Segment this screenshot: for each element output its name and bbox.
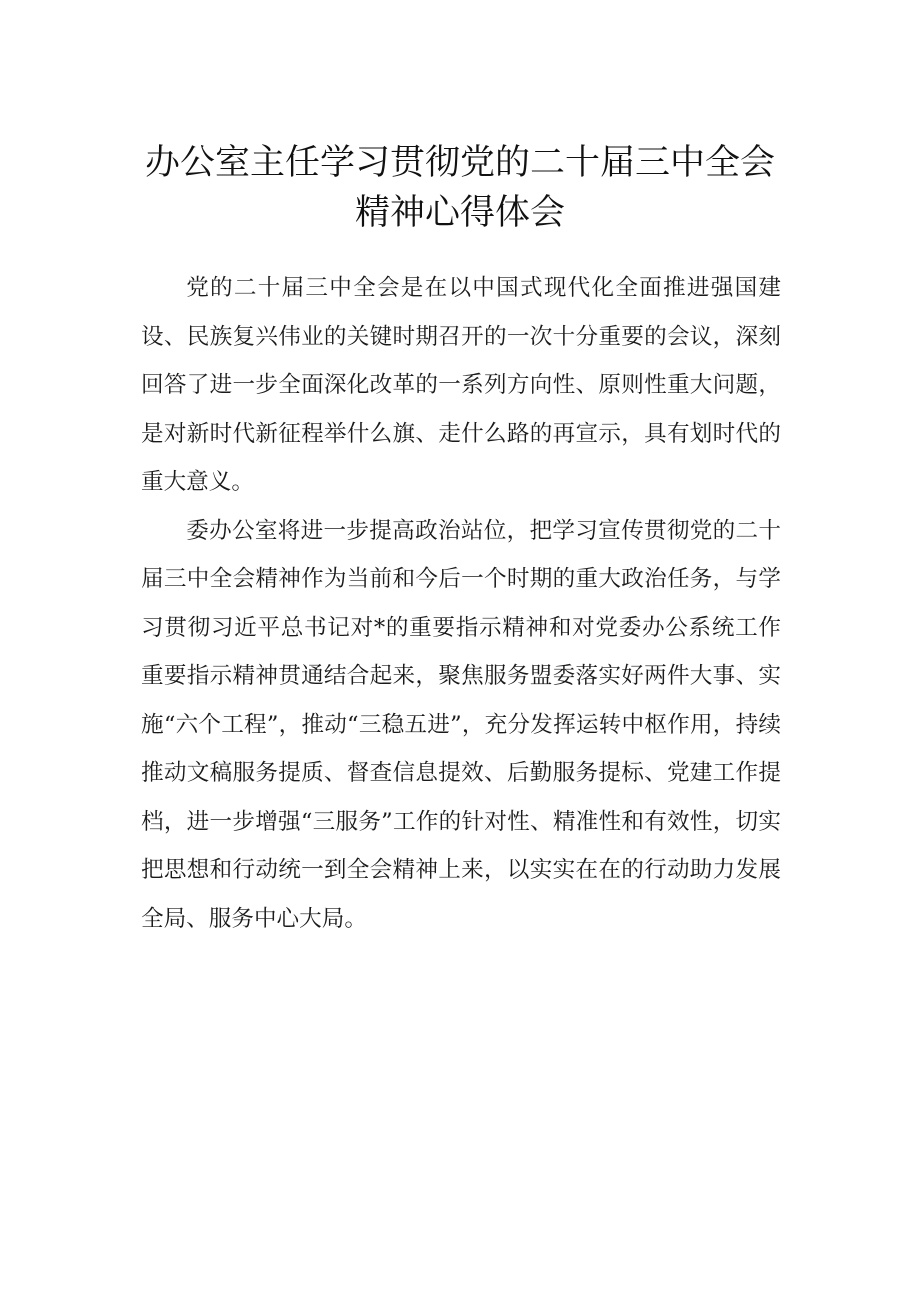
paragraph-1: 党的二十届三中全会是在以中国式现代化全面推进强国建设、民族复兴伟业的关键时期召开的一次十分重要的会议，深刻回答了进一步全面深化改革的一系列方向性、原则性重大问题，是对新时代新征程举什么旗、走什么路的再宣示，具有划时代的重大意义。 [141, 275, 781, 495]
title-line-1: 办公室主任学习贯彻党的二十届三中全会 [144, 143, 775, 183]
title-line-2: 精神心得体会 [354, 193, 565, 233]
paragraph-2: 委办公室将进一步提高政治站位，把学习宣传贯彻党的二十届三中全会精神作为当前和今后一个时期的重大政治任务，与学习贯彻习近平总书记对*的重要指示精神和对党委办公系统工作重要指示精神贯通结合起来，聚焦服务盟委落实好两件大事、实施“六个工程”，推动“三稳五进”，充分发挥运转中枢作用，持续推动文稿服务提质、督查信息提效、后勤服务提标、党建工作提档，进一步增强“三服务”工作的针对性、精准性和有效性，切实把思想和行动统一到全会精神上来，以实实在在的行动助力发展全局、服务中心大局。 [141, 517, 781, 932]
document-body [141, 264, 781, 943]
document-title [0, 138, 920, 238]
